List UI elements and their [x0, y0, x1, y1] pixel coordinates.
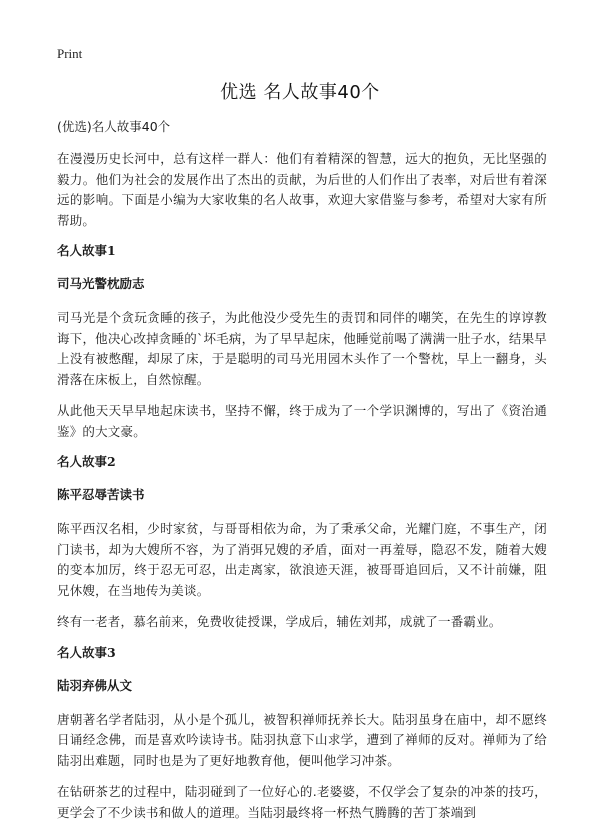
print-link[interactable]: Print — [57, 46, 83, 61]
story-title: 陆羽弃佛从文 — [57, 677, 133, 693]
story-paragraph: 终有一老者，慕名前来，免费收徒授课，学成后，辅佐刘邦，成就了一番霸业。 — [57, 614, 502, 629]
story-heading: 名人故事2 — [57, 454, 116, 469]
document-subtitle: (优选)名人故事40个 — [57, 119, 171, 134]
story-paragraph: 唐朝著名学者陆羽，从小是个孤儿，被智积禅师抚养长大。陆羽虽身在庙中，却不愿终日诵经念佛，而是喜欢吟读诗书。陆羽执意下山求学，遭到了禅师的反对。禅师为了给陆羽出难题，同时也是为了更好地教育他，便叫他学习冲茶。 — [57, 711, 547, 768]
story-title: 陈平忍辱苦读书 — [57, 487, 145, 502]
story-title: 司马光警枕励志 — [57, 276, 145, 291]
story-paragraph: 陈平西汉名相，少时家贫，与哥哥相依为命，为了秉承父命，光耀门庭，不事生产，闭门读书，却为大嫂所不容，为了消弭兄嫂的矛盾，面对一再羞辱，隐忍不发，随着大嫂的变本加厉，终于忍无可忍，出走离家，欲浪迹天涯，被哥哥追回后，又不计前嫌，阻兄休嫂，在当地传为美谈。 — [57, 521, 547, 598]
document-body — [57, 118, 547, 828]
story-heading: 名人故事1 — [57, 243, 116, 258]
story-heading: 名人故事3 — [57, 644, 116, 660]
story-paragraph: 在钻研茶艺的过程中，陆羽碰到了一位好心的.老婆婆，不仅学会了复杂的冲茶的技巧，更学会了不少读书和做人的道理。当陆羽最终将一杯热气腾腾的苦丁茶端到 — [57, 784, 547, 820]
story-paragraph: 从此他天天早早地起床读书，坚持不懈，终于成为了一个学识渊博的，写出了《资治通鉴》的大文豪。 — [57, 403, 547, 439]
intro-paragraph: 在漫漫历史长河中，总有这样一群人：他们有着精深的智慧，远大的抱负，无比坚强的毅力。他们为社会的发展作出了杰出的贡献，为后世的人们作出了表率，对后世有着深远的影响。下面是小编为大家收集的名人故事，欢迎大家借鉴与参考，希望对大家有所帮助。 — [57, 151, 547, 228]
story-paragraph: 司马光是个贪玩贪睡的孩子，为此他没少受先生的责罚和同伴的嘲笑，在先生的谆谆教诲下，他决心改掉贪睡的`坏毛病，为了早早起床，他睡觉前喝了满满一肚子水，结果早上没有被憋醒，却尿了床，于是聪明的司马光用园木头作了一个警枕，早上一翻身，头滑落在床板上，自然惊醒。 — [57, 310, 547, 387]
page-title: 优选 名人故事40个 — [220, 82, 380, 103]
